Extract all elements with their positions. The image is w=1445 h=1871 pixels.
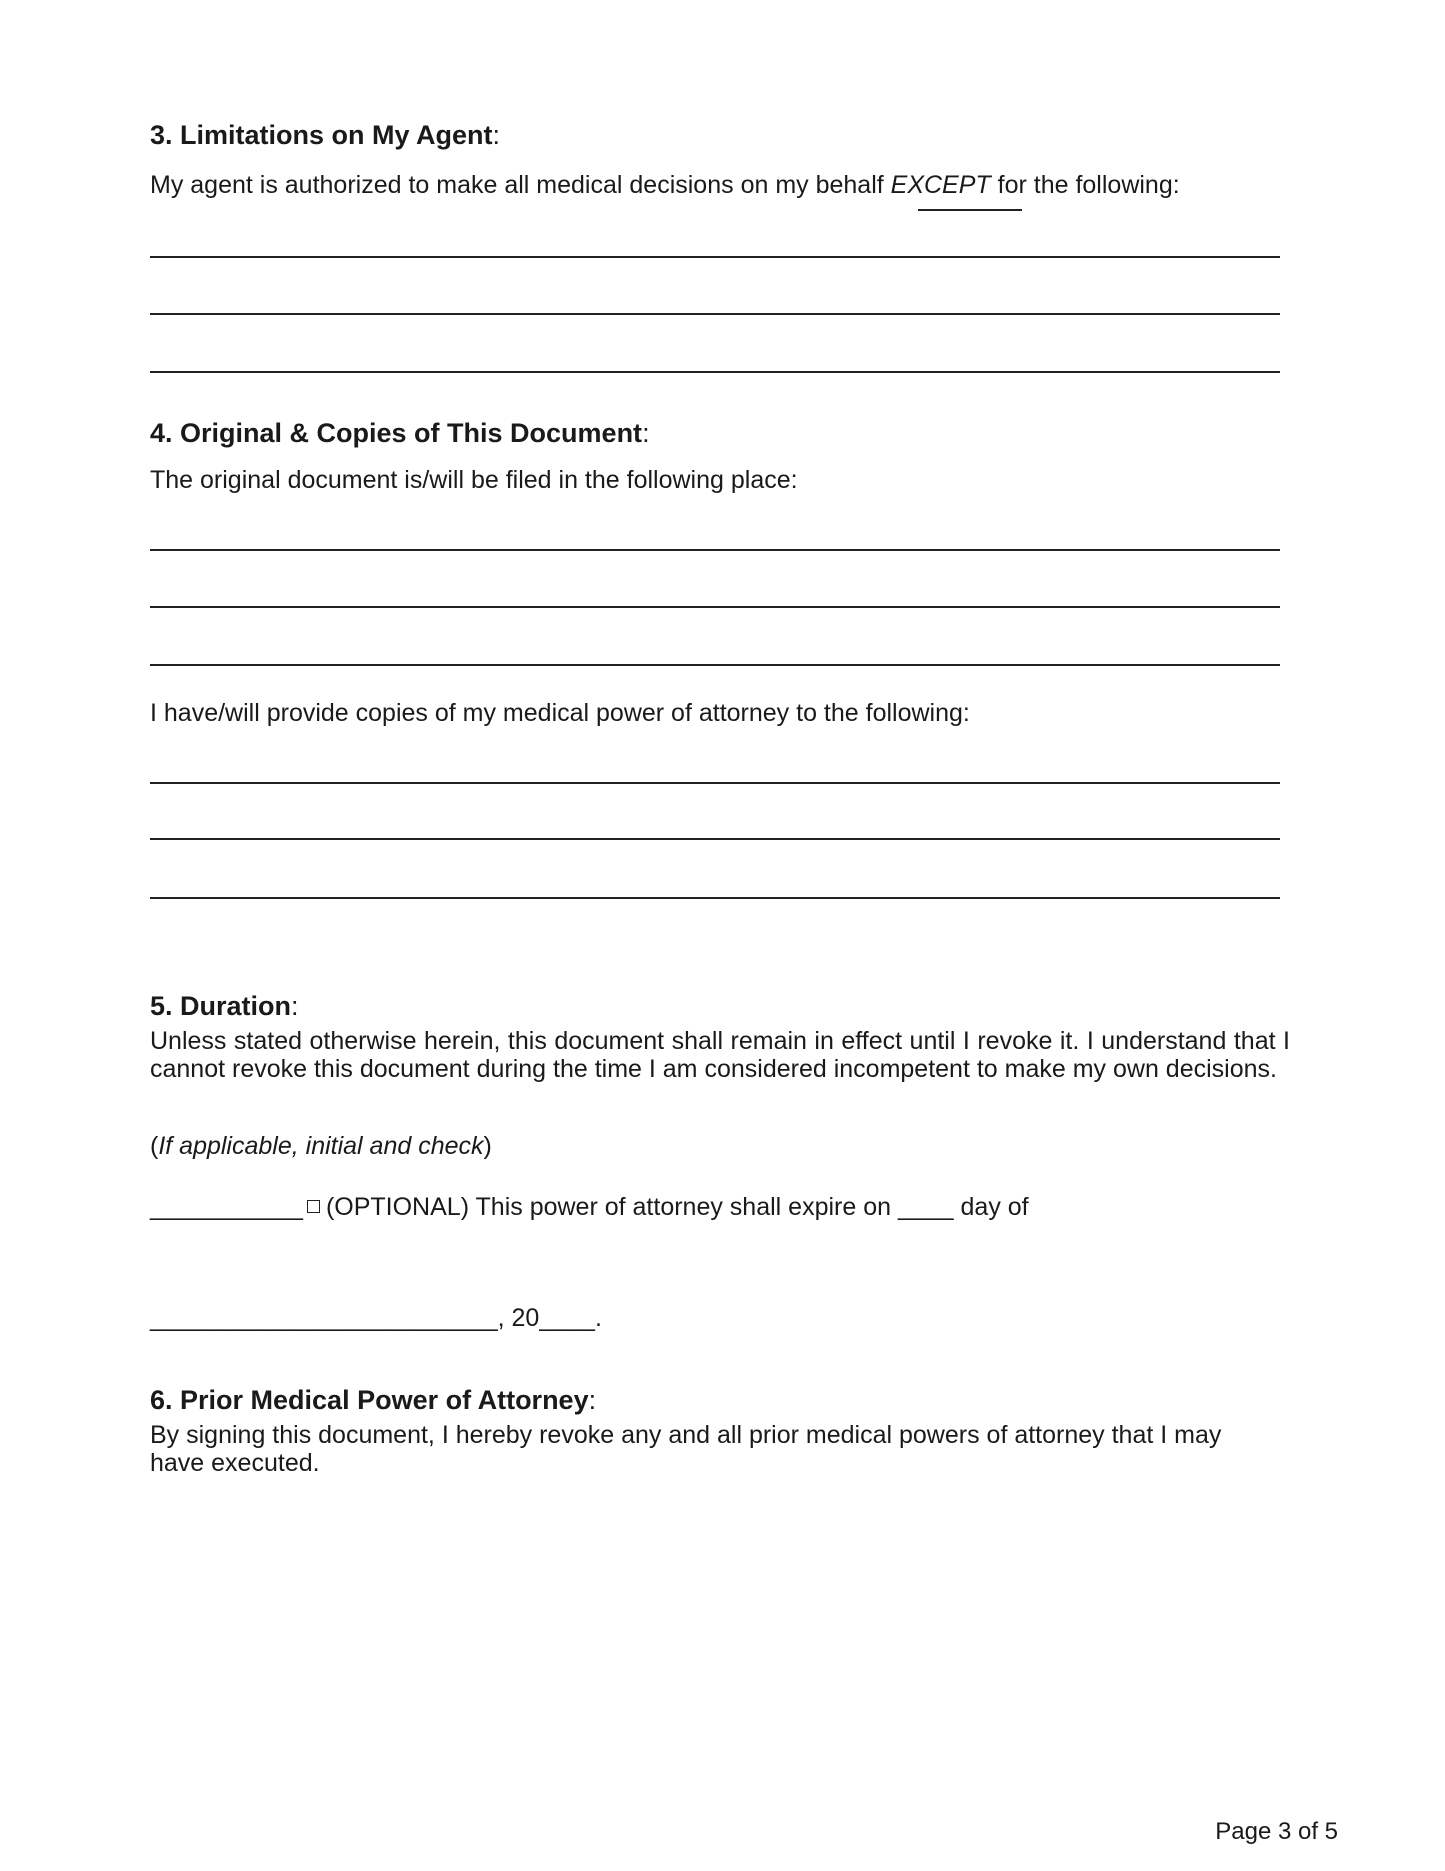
section-6-heading	[150, 1385, 596, 1416]
expiration-date-line	[150, 1304, 602, 1333]
section-4-colon: :	[642, 418, 650, 448]
section-3-intro	[150, 171, 1180, 200]
page-number: Page 3 of 5	[1215, 1818, 1338, 1845]
paren-close: )	[483, 1132, 492, 1160]
applicable-note-text: If applicable, initial and check	[158, 1132, 484, 1160]
section-5-title: 5. Duration	[150, 991, 292, 1021]
day-blank[interactable]: ____	[897, 1193, 954, 1221]
original-location-line-3[interactable]	[150, 664, 1280, 666]
section-5-heading	[150, 991, 299, 1022]
optional-checkbox[interactable]	[307, 1200, 320, 1213]
except-underline	[918, 209, 1022, 211]
expiration-line	[150, 1193, 1029, 1222]
initial-blank[interactable]: ___________	[150, 1193, 303, 1221]
year-prefix: , 20	[497, 1304, 540, 1332]
paren-open: (	[150, 1132, 159, 1160]
limitations-line-2[interactable]	[150, 313, 1280, 315]
section-6-title: 6. Prior Medical Power of Attorney	[150, 1385, 589, 1415]
section-5-colon: :	[291, 991, 299, 1021]
copies-line-1[interactable]	[150, 782, 1280, 784]
section-4-heading	[150, 418, 650, 449]
day-of-text: day of	[953, 1193, 1029, 1221]
section-4-title: 4. Original & Copies of This Document	[150, 418, 643, 448]
year-suffix: .	[594, 1304, 602, 1332]
section-3-heading	[150, 120, 500, 151]
optional-text: (OPTIONAL) This power of attorney shall expire on	[325, 1193, 898, 1221]
section-3-colon: :	[492, 120, 501, 150]
section-6-colon: :	[588, 1385, 597, 1415]
section-3-title: 3. Limitations on My Agent	[150, 120, 493, 150]
copies-line-3[interactable]	[150, 897, 1280, 899]
original-location-text: The original document is/will be filed in the following place:	[150, 466, 798, 494]
year-blank[interactable]: ____	[539, 1304, 595, 1332]
prior-poa-paragraph: By signing this document, I hereby revoke any and all prior medical powers of attorney that I may have executed.	[150, 1421, 1222, 1477]
month-blank[interactable]: _________________________	[150, 1304, 498, 1332]
section-3-text-after: for the following:	[990, 171, 1180, 199]
copies-line-2[interactable]	[150, 838, 1280, 840]
except-word: EXCEPT	[890, 171, 991, 199]
limitations-line-1[interactable]	[150, 256, 1280, 258]
original-location-line-1[interactable]	[150, 549, 1280, 551]
section-3-text-before: My agent is authorized to make all medical decisions on my behalf	[150, 171, 891, 199]
applicable-note	[150, 1132, 492, 1161]
original-location-line-2[interactable]	[150, 606, 1280, 608]
limitations-line-3[interactable]	[150, 371, 1280, 373]
copies-text: I have/will provide copies of my medical power of attorney to the following:	[150, 699, 970, 727]
duration-paragraph: Unless stated otherwise herein, this document shall remain in effect until I revoke it. I understand that I cannot revoke this document during the time I am considered incompetent to make my own decisions.	[150, 1027, 1290, 1083]
